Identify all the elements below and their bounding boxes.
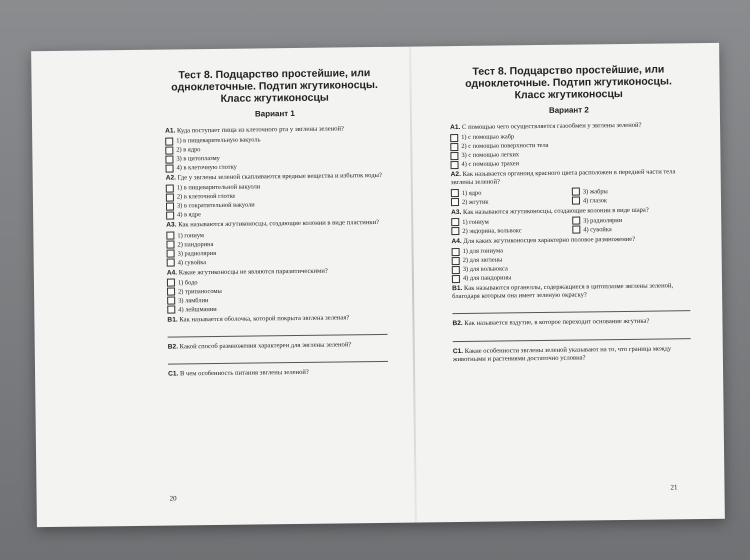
left-question-b1: В1. Как называется оболочка, которой покрыта эвглена зеленая? xyxy=(167,314,387,338)
checkbox[interactable] xyxy=(450,134,458,142)
checkbox[interactable] xyxy=(572,226,580,234)
answer-line[interactable] xyxy=(453,328,691,342)
checkbox[interactable] xyxy=(166,211,174,219)
answer-option[interactable]: 3) для вольвокса xyxy=(452,262,690,274)
checkbox[interactable] xyxy=(167,306,175,314)
answer-option[interactable]: 1) гониум xyxy=(166,229,386,241)
left-variant: Вариант 1 xyxy=(254,109,295,119)
checkbox[interactable] xyxy=(452,257,460,265)
checkbox[interactable] xyxy=(166,241,174,249)
page-fold xyxy=(409,47,417,523)
checkbox[interactable] xyxy=(450,152,458,160)
answer-option[interactable]: 4) лейшмании xyxy=(167,303,387,315)
answer-option[interactable]: 2) эвдорина, вольвокс xyxy=(451,225,568,235)
checkbox[interactable] xyxy=(167,279,175,287)
answer-option[interactable]: 4) в ядре xyxy=(166,208,386,220)
checkbox[interactable] xyxy=(572,197,580,205)
answer-option[interactable]: 1) в пищеварительной вакуоли xyxy=(166,181,386,193)
answer-line[interactable] xyxy=(167,324,387,338)
answer-option[interactable]: 1) ядро xyxy=(451,187,568,197)
right-variant: Вариант 2 xyxy=(548,105,589,115)
answer-option[interactable]: 4) сувойка xyxy=(572,224,689,234)
answer-option[interactable]: 1) для гониума xyxy=(452,244,690,256)
left-question-b2: В2. Какой способ размножения характерен для эвглены зеленой? xyxy=(168,341,388,365)
left-question-a1: А1. Куда поступает пища из клеточного рта у эвглены зеленой? 1) в пищеварительную вакуоль 2) в ядро 3) в цитоплазму 4) в клеточную глотку xyxy=(165,125,386,173)
answer-option[interactable]: 2) с помощью поверхности тела xyxy=(450,139,688,151)
answer-option[interactable]: 1) бодо xyxy=(167,276,387,288)
answer-option[interactable]: 3) в сократительной вакуоли xyxy=(166,199,386,211)
left-title: Тест 8. Подцарство простейшие, или одноклеточные. Подтип жгутиконосцы. Класс жгутиконосцы xyxy=(171,67,378,105)
answer-option[interactable]: 4) глазок xyxy=(572,195,689,205)
answer-option[interactable]: 2) для эвглены xyxy=(452,253,690,265)
left-question-a2: А2. Где у эвглены зеленой скапливаются вредные вещества и избыток воды? 1) в пищеварительной вакуоли 2) в клеточной глотке 3) в сократительной вакуоли 4) в ядре xyxy=(166,172,387,220)
right-page xyxy=(449,63,691,365)
checkbox[interactable] xyxy=(451,218,459,226)
worksheet-spread xyxy=(31,43,725,527)
answer-option[interactable]: 3) лямблии xyxy=(167,294,387,306)
checkbox[interactable] xyxy=(165,155,173,163)
checkbox[interactable] xyxy=(452,266,460,274)
checkbox[interactable] xyxy=(450,161,458,169)
checkbox[interactable] xyxy=(167,288,175,296)
checkbox[interactable] xyxy=(165,146,173,154)
checkbox[interactable] xyxy=(450,143,458,151)
left-page xyxy=(164,67,388,380)
answer-option[interactable]: 3) жабры xyxy=(572,186,689,196)
answer-option[interactable]: 2) в ядро xyxy=(165,143,385,155)
checkbox[interactable] xyxy=(166,232,174,240)
answer-option[interactable]: 4) в клеточную глотку xyxy=(166,161,386,173)
checkbox[interactable] xyxy=(166,184,174,192)
answer-option[interactable]: 3) радиолярия xyxy=(167,247,387,259)
checkbox[interactable] xyxy=(451,227,459,235)
checkbox[interactable] xyxy=(451,198,459,206)
checkbox[interactable] xyxy=(167,250,175,258)
answer-option[interactable]: 2) трипаносомы xyxy=(167,285,387,297)
left-question-a4: А4. Какие жгутиконосцы не являются паразитическими? 1) бодо 2) трипаносомы 3) лямблии 4) лейшмании xyxy=(167,267,388,315)
right-question-b2: В2. Как называется вздутие, в которое переходит основание жгутика? xyxy=(452,318,690,342)
checkbox[interactable] xyxy=(452,248,460,256)
checkbox[interactable] xyxy=(572,188,580,196)
checkbox[interactable] xyxy=(451,189,459,197)
right-question-a1: А1. С помощью чего осуществляется газообмен у эвглены зеленой? 1) с помощью жабр 2) с помощью поверхности тела 3) с помощью легких 4) с помощью трахеи xyxy=(450,121,689,169)
answer-option[interactable]: 1) гониум xyxy=(451,216,568,226)
answer-option[interactable]: 1) с помощью жабр xyxy=(450,130,688,142)
answer-line[interactable] xyxy=(452,301,690,315)
answer-option[interactable]: 3) радиолярии xyxy=(572,215,689,225)
right-question-a2: А2. Как называется органоид красного цвета расположен в передней части тела эвглены зеленой? 1) ядро 3) жабры 2) жгутик 4) глазок xyxy=(451,168,689,206)
right-question-a4: А4. Для каких жгутиконосцев характерно половое размножение? 1) для гониума 2) для эвглены 3) для вольвокса 4) для пандорины xyxy=(451,235,690,283)
answer-line[interactable] xyxy=(168,351,388,365)
checkbox[interactable] xyxy=(572,217,580,225)
answer-option[interactable]: 4) сувойка xyxy=(167,256,387,268)
right-question-a3: А3. Как называются жгутиконосцы, создающие колонии в виде шара? 1) гониум 3) радиолярии 2) эвдорина, вольвокс 4) сувойка xyxy=(451,206,689,236)
checkbox[interactable] xyxy=(166,164,174,172)
answer-option[interactable]: 2) в клеточной глотке xyxy=(166,190,386,202)
checkbox[interactable] xyxy=(167,259,175,267)
left-question-a3: А3. Как называются жгутиконосцы, создающие колонии в виде пластинки? 1) гониум 2) пандорина 3) радиолярия 4) сувойка xyxy=(166,219,387,267)
checkbox[interactable] xyxy=(166,202,174,210)
checkbox[interactable] xyxy=(167,297,175,305)
checkbox[interactable] xyxy=(166,193,174,201)
page-number-left: 20 xyxy=(169,494,177,503)
left-question-c1: С1. В чем особенность питания эвглены зеленой? xyxy=(168,369,309,378)
right-question-b1: В1. Как называются органеллы, содержащиеся в цитоплазме эвглены зеленой, благодаря которым она имеет зеленую окраску? xyxy=(452,282,690,314)
answer-option[interactable]: 2) жгутик xyxy=(451,196,568,206)
answer-option[interactable]: 3) с помощью легких xyxy=(450,148,688,160)
answer-option[interactable]: 4) с помощью трахеи xyxy=(450,157,688,169)
checkbox[interactable] xyxy=(452,275,460,283)
right-title: Тест 8. Подцарство простейшие, или одноклеточные. Подтип жгутиконосцы. Класс жгутиконосцы xyxy=(465,63,672,102)
right-question-c1: С1. Какие особенности эвглены зеленой указывают на то, что граница между животными и растениями достаточно условна? xyxy=(452,345,672,363)
answer-option[interactable]: 3) в цитоплазму xyxy=(165,152,385,164)
answer-option[interactable]: 1) в пищеварительную вакуоль xyxy=(165,134,385,146)
checkbox[interactable] xyxy=(165,137,173,145)
answer-option[interactable]: 4) для пандорины xyxy=(452,271,690,283)
answer-option[interactable]: 2) пандорина xyxy=(166,238,386,250)
page-number-right: 21 xyxy=(670,483,678,492)
